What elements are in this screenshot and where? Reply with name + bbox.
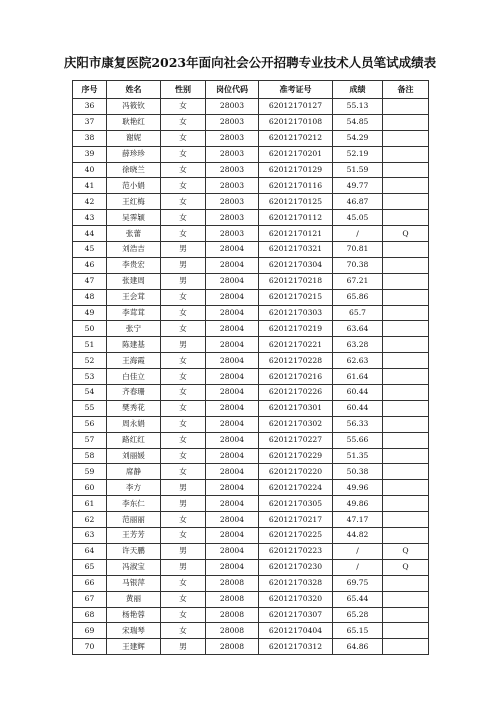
cell-name: 谢妮 [107, 130, 161, 146]
cell-remark [383, 114, 429, 130]
cell-post-code: 28004 [206, 321, 259, 337]
cell-remark: Q [383, 226, 429, 242]
table-row [73, 448, 429, 464]
cell-name: 齐春珊 [107, 385, 161, 401]
header-cell-index: 序号 [73, 81, 107, 99]
cell-score: 49.77 [333, 178, 383, 194]
cell-remark [383, 353, 429, 369]
cell-name: 吴霁颖 [107, 210, 161, 226]
cell-index: 44 [73, 226, 107, 242]
cell-score: 56.33 [333, 416, 383, 432]
cell-post-code: 28008 [206, 623, 259, 639]
cell-index: 39 [73, 146, 107, 162]
cell-gender: 女 [161, 321, 206, 337]
cell-score: 60.44 [333, 385, 383, 401]
header-row [73, 81, 429, 99]
cell-index: 43 [73, 210, 107, 226]
table-row [73, 130, 429, 146]
table-row [73, 242, 429, 258]
score-table [72, 80, 429, 655]
cell-remark [383, 273, 429, 289]
cell-exam-number: 62012170304 [259, 257, 333, 273]
cell-post-code: 28008 [206, 591, 259, 607]
cell-exam-number: 62012170220 [259, 464, 333, 480]
cell-remark [383, 623, 429, 639]
cell-post-code: 28003 [206, 146, 259, 162]
table-row [73, 194, 429, 210]
cell-score: 49.86 [333, 496, 383, 512]
document-title: 庆阳市康复医院2023年面向社会公开招聘专业技术人员笔试成绩表 [63, 55, 437, 70]
cell-gender: 女 [161, 162, 206, 178]
cell-remark [383, 146, 429, 162]
cell-name: 路红红 [107, 432, 161, 448]
cell-name: 白佳立 [107, 369, 161, 385]
cell-index: 36 [73, 99, 107, 115]
cell-post-code: 28003 [206, 114, 259, 130]
cell-name: 李方 [107, 480, 161, 496]
cell-name: 刘浩吉 [107, 242, 161, 258]
table-row [73, 639, 429, 655]
cell-exam-number: 62012170302 [259, 416, 333, 432]
cell-name: 李贵宏 [107, 257, 161, 273]
table-row [73, 591, 429, 607]
cell-remark [383, 210, 429, 226]
cell-index: 57 [73, 432, 107, 448]
cell-exam-number: 62012170125 [259, 194, 333, 210]
cell-post-code: 28004 [206, 496, 259, 512]
cell-exam-number: 62012170312 [259, 639, 333, 655]
cell-gender: 女 [161, 194, 206, 210]
table-row [73, 273, 429, 289]
table-row [73, 496, 429, 512]
cell-score: 60.44 [333, 400, 383, 416]
cell-gender: 男 [161, 639, 206, 655]
cell-score: 50.38 [333, 464, 383, 480]
cell-score: 55.66 [333, 432, 383, 448]
cell-remark [383, 480, 429, 496]
cell-name: 范丽丽 [107, 512, 161, 528]
table-row [73, 146, 429, 162]
cell-score: 69.75 [333, 575, 383, 591]
cell-remark [383, 385, 429, 401]
table-row [73, 321, 429, 337]
cell-index: 68 [73, 607, 107, 623]
cell-remark [383, 639, 429, 655]
cell-exam-number: 62012170303 [259, 305, 333, 321]
cell-remark [383, 591, 429, 607]
cell-exam-number: 62012170226 [259, 385, 333, 401]
header-cell-name: 姓名 [107, 81, 161, 99]
cell-gender: 女 [161, 305, 206, 321]
cell-gender: 女 [161, 210, 206, 226]
cell-score: 55.13 [333, 99, 383, 115]
cell-gender: 女 [161, 623, 206, 639]
table-row [73, 575, 429, 591]
cell-score: 51.59 [333, 162, 383, 178]
cell-score: / [333, 559, 383, 575]
cell-exam-number: 62012170228 [259, 353, 333, 369]
cell-index: 60 [73, 480, 107, 496]
cell-exam-number: 62012170112 [259, 210, 333, 226]
cell-score: 49.96 [333, 480, 383, 496]
cell-post-code: 28004 [206, 543, 259, 559]
cell-gender: 女 [161, 178, 206, 194]
cell-name: 耿艳红 [107, 114, 161, 130]
cell-post-code: 28004 [206, 559, 259, 575]
cell-remark [383, 194, 429, 210]
cell-gender: 女 [161, 575, 206, 591]
cell-index: 59 [73, 464, 107, 480]
cell-name: 许天鹏 [107, 543, 161, 559]
cell-gender: 女 [161, 416, 206, 432]
cell-score: 51.35 [333, 448, 383, 464]
cell-gender: 女 [161, 464, 206, 480]
cell-exam-number: 62012170217 [259, 512, 333, 528]
table-row [73, 385, 429, 401]
cell-post-code: 28004 [206, 289, 259, 305]
cell-gender: 女 [161, 130, 206, 146]
table-row [73, 114, 429, 130]
cell-gender: 男 [161, 559, 206, 575]
cell-post-code: 28003 [206, 178, 259, 194]
cell-index: 41 [73, 178, 107, 194]
cell-post-code: 28004 [206, 337, 259, 353]
cell-exam-number: 62012170129 [259, 162, 333, 178]
cell-index: 53 [73, 369, 107, 385]
header-cell-post-code: 岗位代码 [206, 81, 259, 99]
cell-index: 58 [73, 448, 107, 464]
table-row [73, 178, 429, 194]
cell-score: 54.29 [333, 130, 383, 146]
cell-post-code: 28004 [206, 353, 259, 369]
cell-post-code: 28004 [206, 464, 259, 480]
cell-name: 张蕾 [107, 226, 161, 242]
cell-post-code: 28003 [206, 130, 259, 146]
table-row [73, 464, 429, 480]
cell-post-code: 28008 [206, 639, 259, 655]
cell-gender: 女 [161, 353, 206, 369]
cell-post-code: 28004 [206, 369, 259, 385]
cell-remark [383, 512, 429, 528]
cell-index: 67 [73, 591, 107, 607]
cell-exam-number: 62012170320 [259, 591, 333, 607]
cell-score: 70.38 [333, 257, 383, 273]
cell-gender: 女 [161, 432, 206, 448]
cell-post-code: 28003 [206, 226, 259, 242]
cell-score: 63.28 [333, 337, 383, 353]
cell-remark: Q [383, 543, 429, 559]
cell-score: 67.21 [333, 273, 383, 289]
cell-gender: 女 [161, 289, 206, 305]
cell-remark [383, 575, 429, 591]
cell-post-code: 28004 [206, 480, 259, 496]
cell-gender: 女 [161, 607, 206, 623]
cell-gender: 男 [161, 337, 206, 353]
cell-index: 49 [73, 305, 107, 321]
cell-score: 70.81 [333, 242, 383, 258]
cell-index: 65 [73, 559, 107, 575]
cell-index: 62 [73, 512, 107, 528]
cell-gender: 女 [161, 512, 206, 528]
cell-name: 李茸茸 [107, 305, 161, 321]
cell-remark [383, 242, 429, 258]
cell-remark [383, 448, 429, 464]
cell-score: 54.85 [333, 114, 383, 130]
table-row [73, 416, 429, 432]
cell-index: 46 [73, 257, 107, 273]
cell-post-code: 28004 [206, 273, 259, 289]
cell-remark: Q [383, 559, 429, 575]
cell-index: 37 [73, 114, 107, 130]
cell-post-code: 28004 [206, 512, 259, 528]
cell-name: 杨艳蓉 [107, 607, 161, 623]
cell-score: / [333, 543, 383, 559]
cell-exam-number: 62012170201 [259, 146, 333, 162]
cell-gender: 男 [161, 257, 206, 273]
cell-remark [383, 337, 429, 353]
cell-gender: 女 [161, 385, 206, 401]
cell-exam-number: 62012170229 [259, 448, 333, 464]
cell-score: 65.7 [333, 305, 383, 321]
cell-exam-number: 62012170127 [259, 99, 333, 115]
table-row [73, 512, 429, 528]
cell-name: 薛珍珍 [107, 146, 161, 162]
cell-name: 王红梅 [107, 194, 161, 210]
cell-remark [383, 130, 429, 146]
cell-remark [383, 400, 429, 416]
cell-gender: 女 [161, 114, 206, 130]
cell-index: 64 [73, 543, 107, 559]
cell-remark [383, 162, 429, 178]
cell-post-code: 28004 [206, 416, 259, 432]
cell-index: 45 [73, 242, 107, 258]
table-body [73, 99, 429, 655]
cell-post-code: 28004 [206, 257, 259, 273]
cell-remark [383, 416, 429, 432]
cell-gender: 女 [161, 448, 206, 464]
cell-index: 38 [73, 130, 107, 146]
cell-gender: 女 [161, 400, 206, 416]
cell-exam-number: 62012170116 [259, 178, 333, 194]
table-row [73, 623, 429, 639]
table-row [73, 369, 429, 385]
cell-exam-number: 62012170305 [259, 496, 333, 512]
cell-name: 席静 [107, 464, 161, 480]
cell-post-code: 28008 [206, 607, 259, 623]
cell-index: 70 [73, 639, 107, 655]
table-row [73, 226, 429, 242]
cell-index: 52 [73, 353, 107, 369]
cell-exam-number: 62012170212 [259, 130, 333, 146]
cell-exam-number: 62012170230 [259, 559, 333, 575]
cell-index: 56 [73, 416, 107, 432]
cell-index: 50 [73, 321, 107, 337]
cell-name: 李东仁 [107, 496, 161, 512]
cell-remark [383, 496, 429, 512]
cell-exam-number: 62012170121 [259, 226, 333, 242]
header-cell-exam-number: 准考证号 [259, 81, 333, 99]
table-row [73, 528, 429, 544]
cell-exam-number: 62012170216 [259, 369, 333, 385]
cell-name: 王海霞 [107, 353, 161, 369]
cell-post-code: 28004 [206, 305, 259, 321]
header-cell-score: 成绩 [333, 81, 383, 99]
cell-exam-number: 62012170221 [259, 337, 333, 353]
cell-index: 61 [73, 496, 107, 512]
cell-post-code: 28004 [206, 432, 259, 448]
cell-name: 周永娟 [107, 416, 161, 432]
table-row [73, 305, 429, 321]
cell-name: 王芳芳 [107, 528, 161, 544]
cell-score: 65.86 [333, 289, 383, 305]
table-row [73, 337, 429, 353]
cell-name: 徐晓兰 [107, 162, 161, 178]
table-row [73, 162, 429, 178]
cell-post-code: 28003 [206, 99, 259, 115]
cell-name: 张宁 [107, 321, 161, 337]
cell-exam-number: 62012170328 [259, 575, 333, 591]
cell-post-code: 28004 [206, 385, 259, 401]
cell-name: 黄丽 [107, 591, 161, 607]
cell-exam-number: 62012170404 [259, 623, 333, 639]
header-cell-remark: 备注 [383, 81, 429, 99]
cell-gender: 女 [161, 99, 206, 115]
cell-name: 陈建基 [107, 337, 161, 353]
cell-score: 65.28 [333, 607, 383, 623]
table-row [73, 559, 429, 575]
cell-gender: 男 [161, 242, 206, 258]
cell-post-code: 28004 [206, 528, 259, 544]
cell-name: 张建周 [107, 273, 161, 289]
cell-gender: 女 [161, 591, 206, 607]
cell-name: 王建辉 [107, 639, 161, 655]
cell-remark [383, 305, 429, 321]
cell-remark [383, 178, 429, 194]
cell-exam-number: 62012170225 [259, 528, 333, 544]
cell-remark [383, 99, 429, 115]
cell-name: 马银萍 [107, 575, 161, 591]
cell-score: 64.86 [333, 639, 383, 655]
cell-gender: 男 [161, 496, 206, 512]
table-row [73, 353, 429, 369]
cell-index: 48 [73, 289, 107, 305]
cell-name: 王会茸 [107, 289, 161, 305]
cell-remark [383, 257, 429, 273]
table-row [73, 210, 429, 226]
table-row [73, 432, 429, 448]
cell-exam-number: 62012170219 [259, 321, 333, 337]
cell-gender: 女 [161, 226, 206, 242]
cell-gender: 男 [161, 543, 206, 559]
cell-score: 62.63 [333, 353, 383, 369]
cell-remark [383, 528, 429, 544]
cell-gender: 女 [161, 369, 206, 385]
cell-gender: 男 [161, 480, 206, 496]
cell-name: 樊秀花 [107, 400, 161, 416]
cell-score: 63.64 [333, 321, 383, 337]
cell-score: 65.15 [333, 623, 383, 639]
cell-gender: 女 [161, 146, 206, 162]
cell-score: 65.44 [333, 591, 383, 607]
cell-index: 69 [73, 623, 107, 639]
cell-gender: 男 [161, 273, 206, 289]
cell-post-code: 28003 [206, 162, 259, 178]
cell-index: 55 [73, 400, 107, 416]
cell-score: 52.19 [333, 146, 383, 162]
cell-remark [383, 607, 429, 623]
table-row [73, 99, 429, 115]
table-row [73, 257, 429, 273]
cell-index: 63 [73, 528, 107, 544]
cell-post-code: 28004 [206, 400, 259, 416]
cell-exam-number: 62012170301 [259, 400, 333, 416]
cell-remark [383, 432, 429, 448]
cell-score: 61.64 [333, 369, 383, 385]
cell-gender: 女 [161, 528, 206, 544]
cell-exam-number: 62012170321 [259, 242, 333, 258]
cell-score: 45.05 [333, 210, 383, 226]
cell-name: 范小娟 [107, 178, 161, 194]
cell-post-code: 28004 [206, 448, 259, 464]
cell-name: 刘丽媛 [107, 448, 161, 464]
cell-post-code: 28008 [206, 575, 259, 591]
cell-name: 宋瑞琴 [107, 623, 161, 639]
cell-score: 47.17 [333, 512, 383, 528]
cell-exam-number: 62012170215 [259, 289, 333, 305]
cell-post-code: 28004 [206, 242, 259, 258]
cell-name: 冯淑宝 [107, 559, 161, 575]
cell-post-code: 28003 [206, 210, 259, 226]
header-cell-gender: 性别 [161, 81, 206, 99]
cell-remark [383, 289, 429, 305]
cell-score: / [333, 226, 383, 242]
cell-index: 42 [73, 194, 107, 210]
cell-remark [383, 464, 429, 480]
cell-post-code: 28003 [206, 194, 259, 210]
cell-exam-number: 62012170227 [259, 432, 333, 448]
cell-index: 66 [73, 575, 107, 591]
cell-name: 冯筱钦 [107, 99, 161, 115]
cell-score: 44.82 [333, 528, 383, 544]
table-row [73, 543, 429, 559]
cell-exam-number: 62012170223 [259, 543, 333, 559]
cell-exam-number: 62012170307 [259, 607, 333, 623]
cell-index: 51 [73, 337, 107, 353]
cell-exam-number: 62012170224 [259, 480, 333, 496]
cell-exam-number: 62012170218 [259, 273, 333, 289]
cell-index: 40 [73, 162, 107, 178]
table-row [73, 480, 429, 496]
table-row [73, 607, 429, 623]
cell-score: 46.87 [333, 194, 383, 210]
cell-remark [383, 369, 429, 385]
cell-index: 47 [73, 273, 107, 289]
cell-exam-number: 62012170108 [259, 114, 333, 130]
cell-remark [383, 321, 429, 337]
table-row [73, 400, 429, 416]
table-row [73, 289, 429, 305]
cell-index: 54 [73, 385, 107, 401]
